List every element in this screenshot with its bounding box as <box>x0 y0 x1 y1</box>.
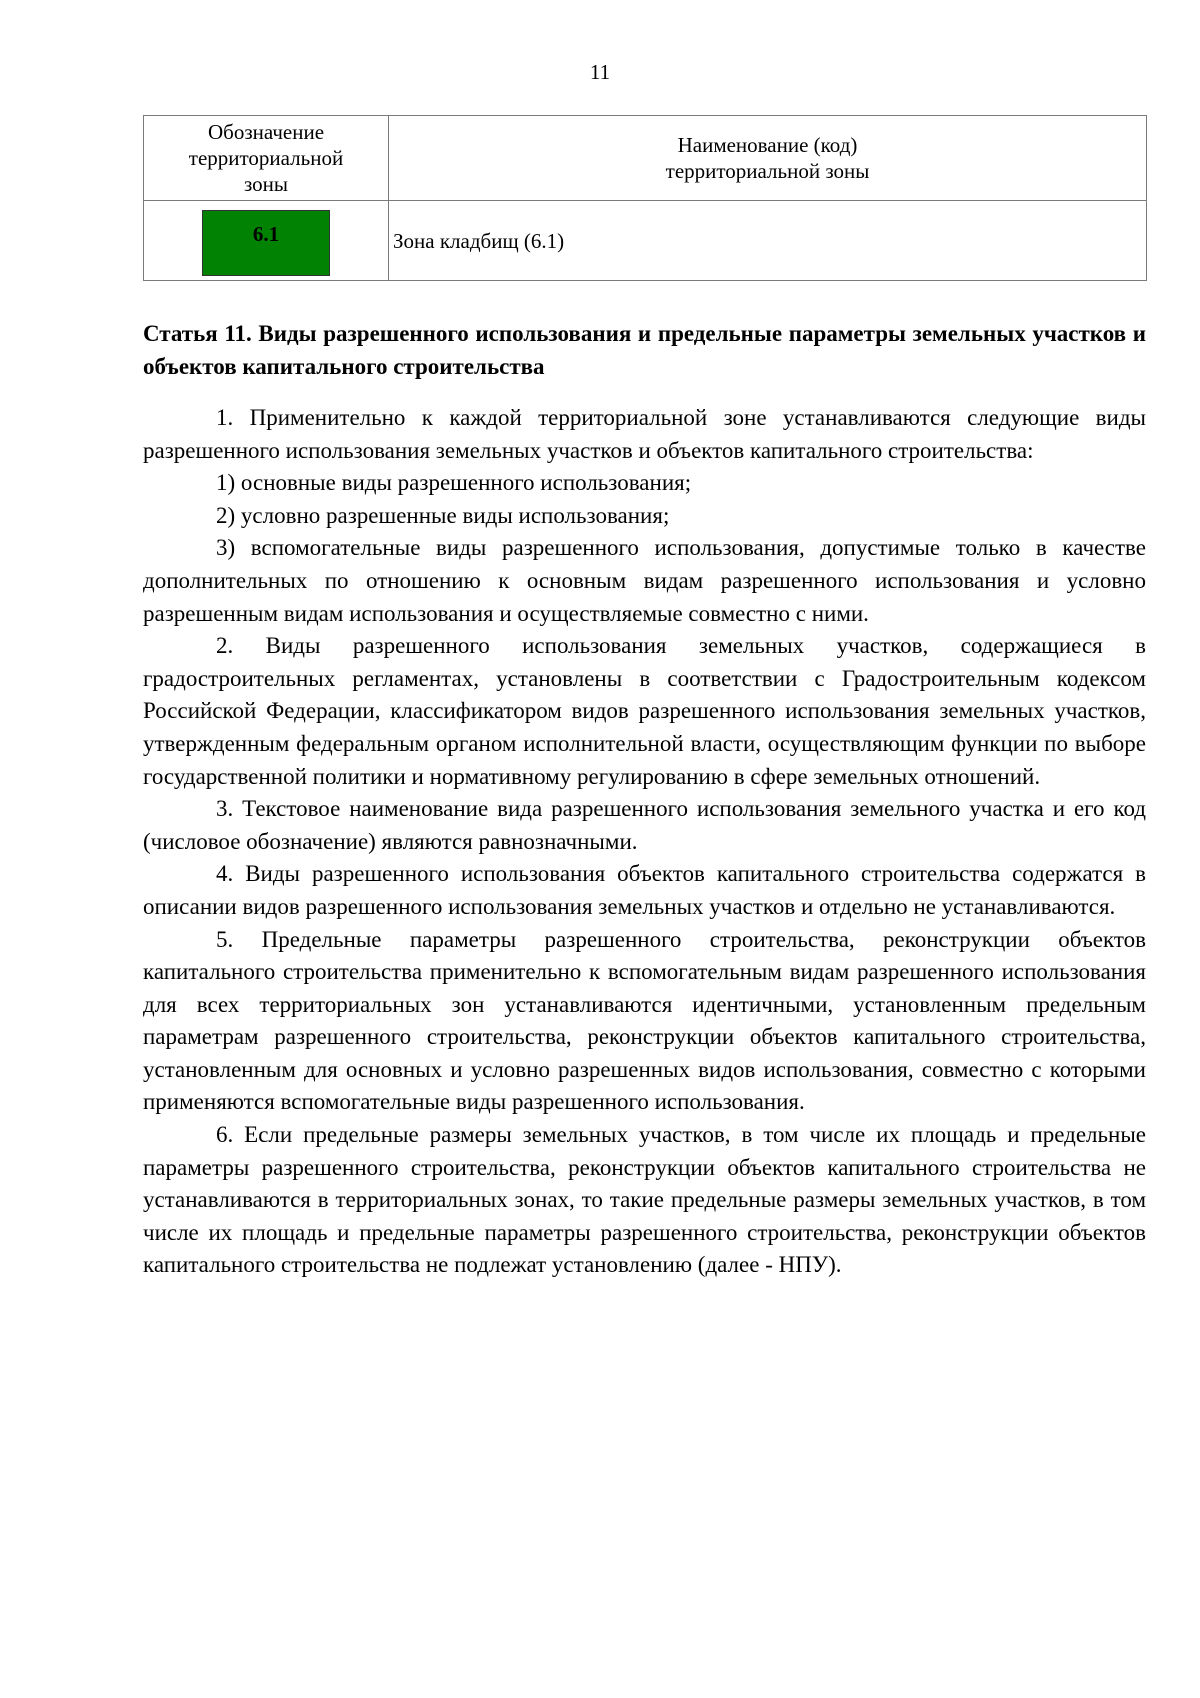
paragraph: 4. Виды разрешенного использования объектов капитального строительства содержатся в описании видов разрешенного использования земельных участков и отдельно не устанавливаются. <box>143 861 1146 919</box>
page-number: 11 <box>589 60 611 84</box>
header-designation <box>144 116 389 201</box>
paragraph: 5. Предельные параметры разрешенного строительства, реконструкции объектов капитального строительства применительно к вспомогательным видам разрешенного использования для всех территориальных зон устанавливаются идентичными, установленным предельным параметрам разрешенного строительства, реконструкции объектов капитального строительства, установленным для основных и условно разрешенных видов использования, совместно с которыми применяются вспомогательные виды разрешенного использования. <box>143 926 1146 1115</box>
paragraph: 3. Текстовое наименование вида разрешенного использования земельного участка и его код (числовое обозначение) являются равнозначными. <box>143 796 1146 854</box>
article-title: Статья 11. Виды разрешенного использования и предельные параметры земельных участков и объектов капитального строительства <box>143 321 1146 379</box>
article-body <box>143 402 1146 1282</box>
zone-code-cell <box>144 201 389 281</box>
paragraph: 6. Если предельные размеры земельных участков, в том числе их площадь и предельные параметры разрешенного строительства, реконструкции объектов капитального строительства не устанавливаются в территориальных зонах, то такие предельные размеры земельных участков, в том числе их площадь и предельные параметры разрешенного строительства, реконструкции объектов капитального строительства не подлежат установлению (далее - НПУ). <box>143 1122 1146 1278</box>
header-zone-name-line1: Наименование (код) <box>677 133 858 157</box>
table-row <box>144 201 1147 281</box>
zone-code-badge: 6.1 <box>202 210 330 276</box>
zone-name-cell: Зона кладбищ (6.1) <box>389 201 1147 281</box>
zone-table <box>143 115 1147 281</box>
list-item: 1) основные виды разрешенного использования; <box>216 470 692 496</box>
header-zone-name <box>389 116 1147 201</box>
paragraph: 2. Виды разрешенного использования земельных участков, содержащиеся в градостроительных регламентах, установлены в соответствии с Градостроительным кодексом Российской Федерации, классификатором видов разрешенного использования земельных участков, утвержденным федеральным органом исполнительной власти, осуществляющим функции по выборе государственной политики и нормативному регулированию в сфере земельных отношений. <box>143 633 1146 789</box>
header-zone-name-line2: территориальной зоны <box>665 159 870 183</box>
paragraph: 1. Применительно к каждой территориальной зоне устанавливаются следующие виды разрешенного использования земельных участков и объектов капитального строительства: <box>143 405 1146 463</box>
list-item: 2) условно разрешенные виды использования; <box>216 502 670 528</box>
zone-table-header-row <box>144 116 1147 201</box>
list-item: 3) вспомогательные виды разрешенного использования, допустимые только в качестве дополнительных по отношению к основным видам разрешенного использования и условно разрешенным видам использования и осуществляемые совместно с ними. <box>143 535 1146 626</box>
header-designation-text: Обозначение территориальной зоны <box>188 120 344 196</box>
